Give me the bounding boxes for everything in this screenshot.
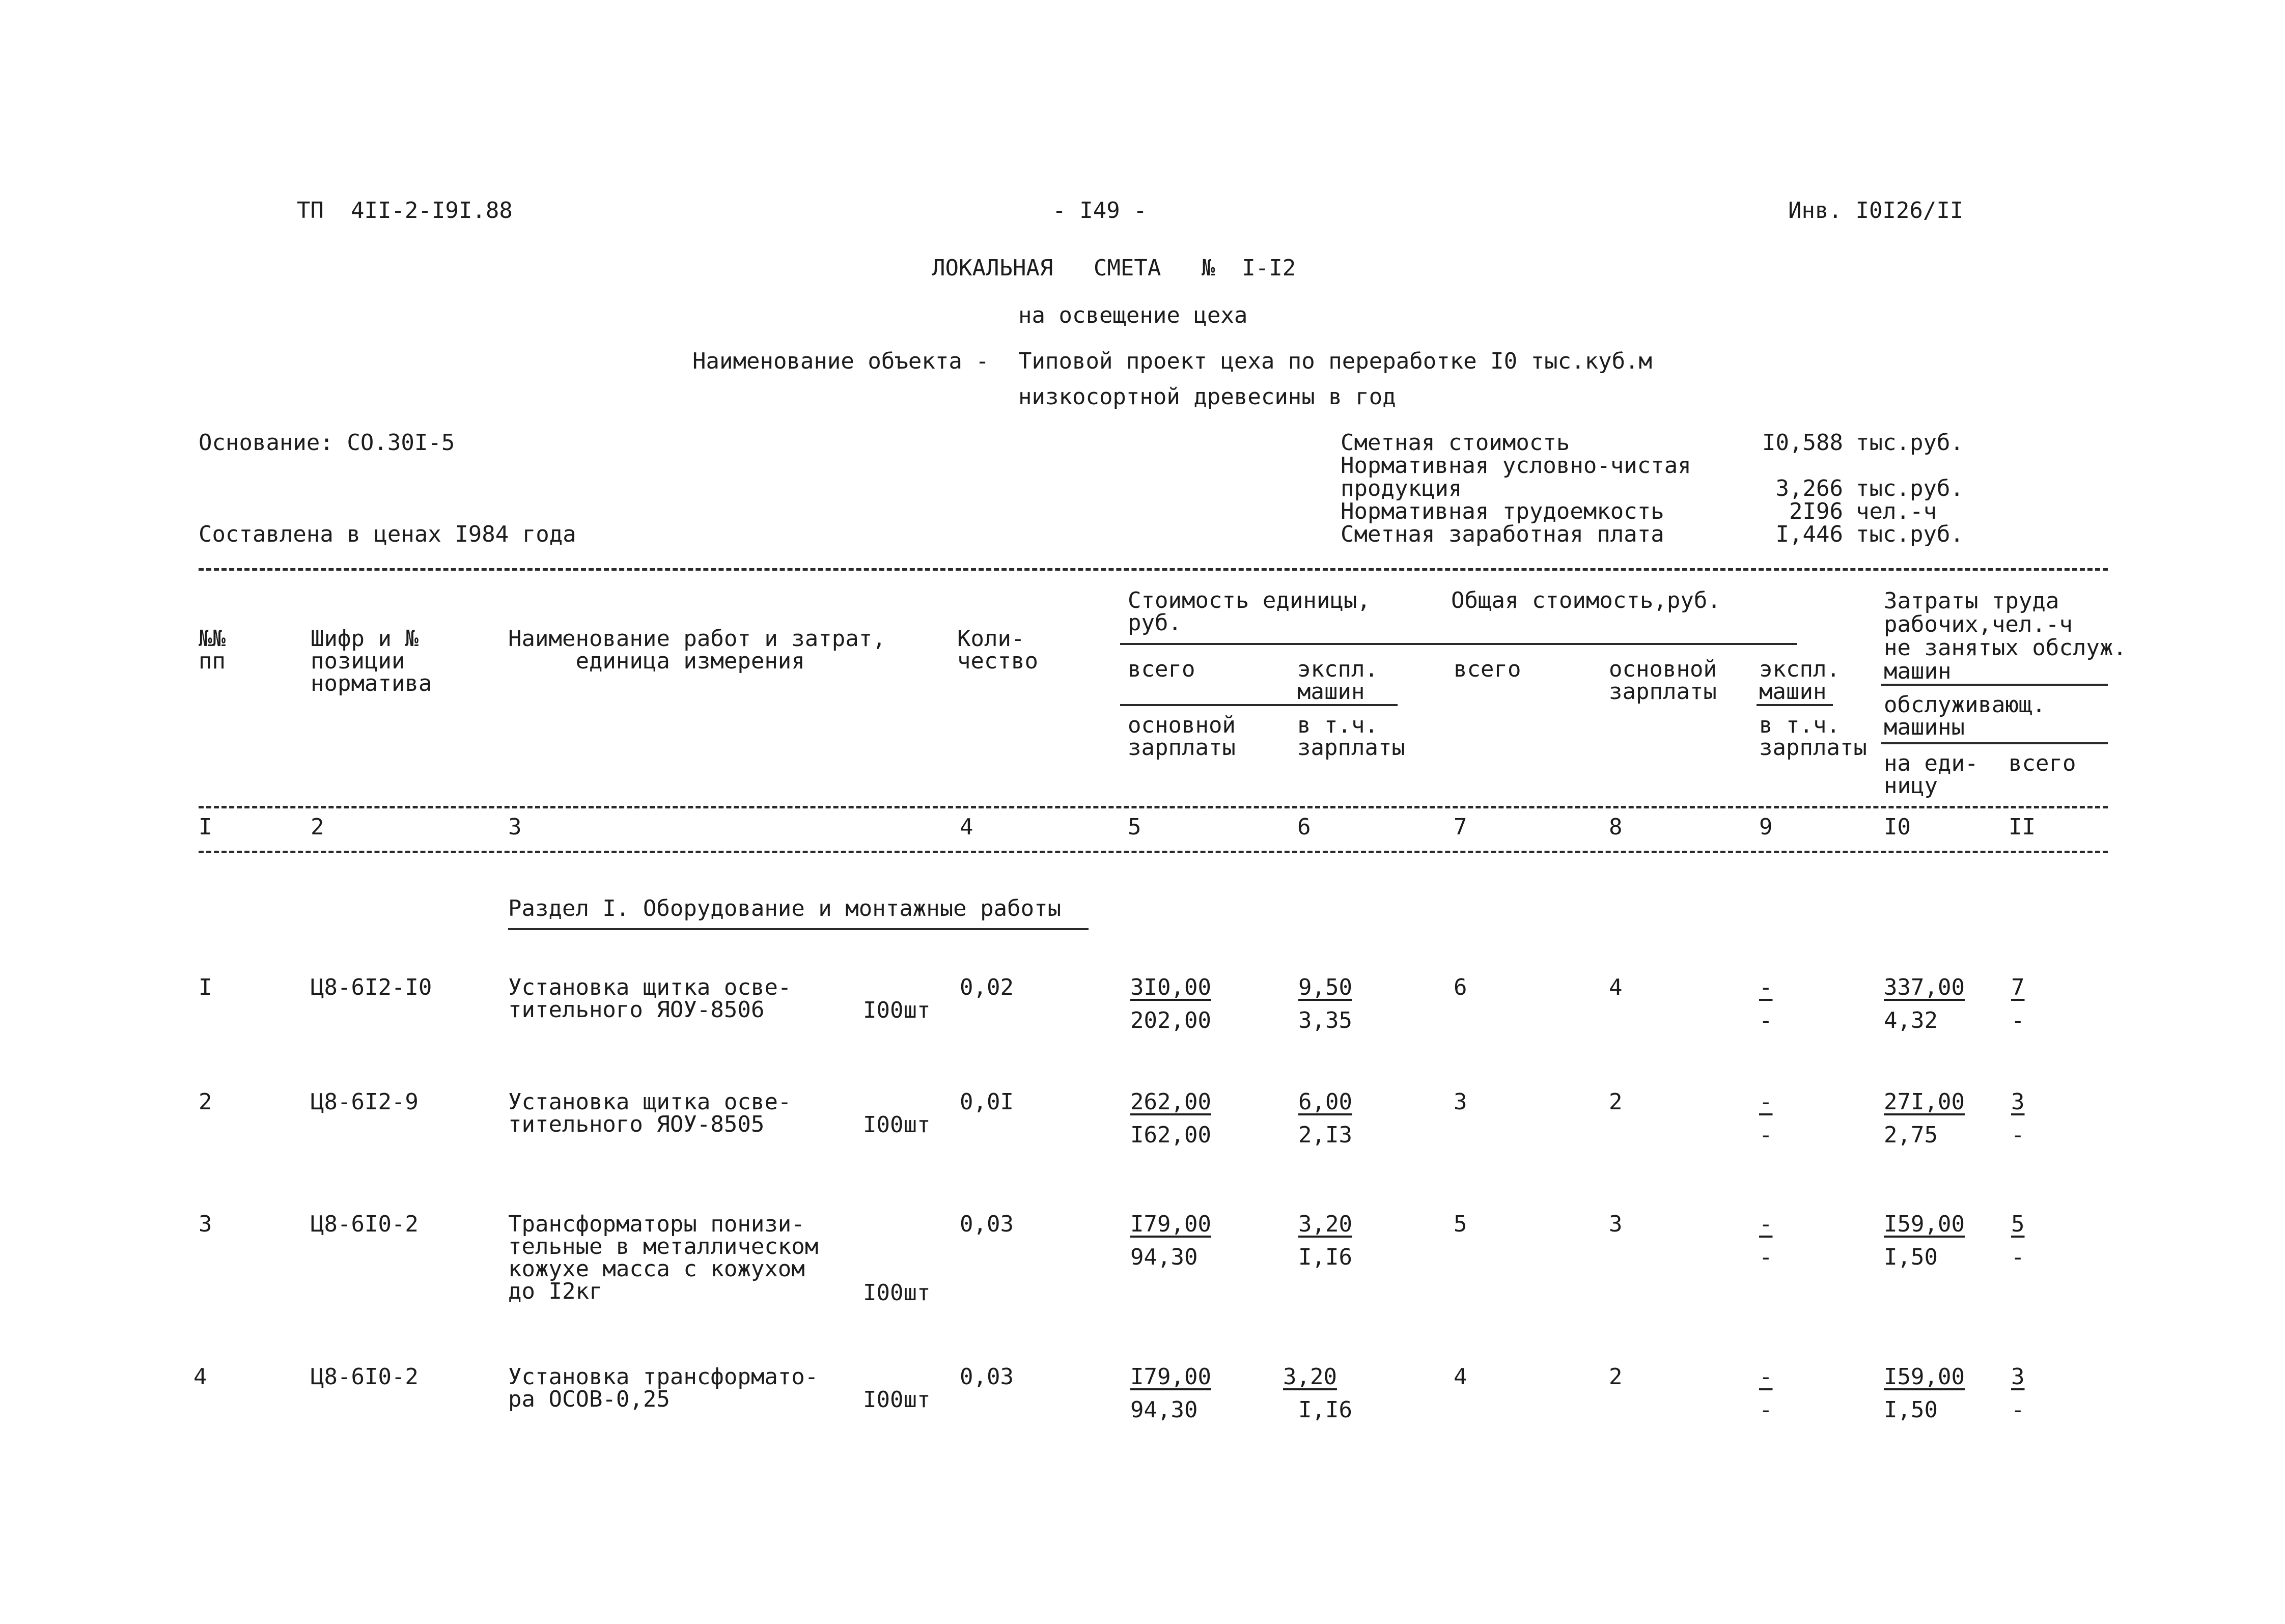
row-total-machines: - xyxy=(1759,1089,1773,1115)
row-labor-total: 7 xyxy=(2011,974,2025,1000)
col-header-unit-machines: экспл. машин xyxy=(1297,656,1378,705)
total-sub-rule xyxy=(1757,704,1833,706)
row-labor-unit: I59,00 xyxy=(1884,1211,1965,1237)
row-total: 5 xyxy=(1454,1211,1467,1237)
summary-value: 3,266 xyxy=(1775,475,1843,501)
row-unit: I00шт xyxy=(863,1280,931,1306)
row-total-machine-wage: - xyxy=(1759,1244,1773,1270)
unit-sub-rule xyxy=(1120,704,1398,706)
estimate-subtitle: на освещение цеха xyxy=(1018,302,1248,328)
row-quantity: 0,03 xyxy=(960,1211,1014,1237)
row-number: 4 xyxy=(193,1364,207,1390)
row-unit-total: I79,00 xyxy=(1130,1211,1211,1237)
summary-label: Сметная стоимость xyxy=(1341,430,1570,456)
col-header-unit-machine-wage: в т.ч. зарплаты xyxy=(1297,712,1405,761)
row-quantity: 0,02 xyxy=(960,974,1014,1000)
row-labor-unit: I59,00 xyxy=(1884,1364,1965,1390)
column-number: 3 xyxy=(508,814,522,840)
object-name-line1: Типовой проект цеха по переработке I0 тыс.куб.м xyxy=(1018,348,1653,374)
col-header-quantity: Коли- чество xyxy=(957,626,1038,674)
row-labor-total-machines: - xyxy=(2011,1244,2025,1270)
row-total-machines: - xyxy=(1759,1364,1773,1390)
col-header-unit-cost: Стоимость единицы, руб. xyxy=(1128,587,1371,636)
row-unit-total: I79,00 xyxy=(1130,1364,1211,1390)
summary-value: I,446 xyxy=(1775,521,1843,547)
row-unit-machines: 3,20 xyxy=(1298,1211,1352,1237)
row-labor-unit-machines: I,50 xyxy=(1884,1244,1938,1270)
column-number: 9 xyxy=(1759,814,1773,840)
row-total: 4 xyxy=(1454,1364,1467,1390)
column-number: 8 xyxy=(1609,814,1623,840)
col-header-labor: Затраты труда рабочих,чел.-ч не занятых обслуж. машин xyxy=(1884,588,2127,684)
row-unit: I00шт xyxy=(863,1387,931,1413)
row-name: Установка трансформато- ра ОСОВ-0,25 xyxy=(508,1364,819,1412)
row-quantity: 0,0I xyxy=(960,1089,1014,1115)
col-header-labor-total: всего xyxy=(2009,750,2076,776)
labor-rule-1 xyxy=(1881,684,2108,686)
row-number: 2 xyxy=(199,1089,212,1115)
prices-year: Составлена в ценах I984 года xyxy=(199,521,576,547)
row-unit: I00шт xyxy=(863,1112,931,1138)
row-number: I xyxy=(199,974,212,1000)
column-number: I0 xyxy=(1884,814,1911,840)
row-unit-total: 262,00 xyxy=(1130,1089,1211,1115)
row-total-wage: 2 xyxy=(1609,1089,1623,1115)
summary-unit: тыс.руб. xyxy=(1856,521,1964,547)
summary-value: I0,588 xyxy=(1762,430,1843,456)
estimate-title: ЛОКАЛЬНАЯ СМЕТА № I-I2 xyxy=(932,255,1296,281)
cost-group-rule xyxy=(1120,643,1797,645)
row-labor-total: 3 xyxy=(2011,1364,2025,1390)
col-header-total-cost: Общая стоимость,руб. xyxy=(1451,587,1721,613)
row-unit-machine-wage: 3,35 xyxy=(1298,1007,1352,1033)
row-labor-unit-machines: 4,32 xyxy=(1884,1007,1938,1033)
section-title: Раздел I. Оборудование и монтажные работы xyxy=(508,895,1062,921)
row-total-machines: - xyxy=(1759,1211,1773,1237)
row-name: Установка щитка осве- тительного ЯОУ-8506 xyxy=(508,974,792,1023)
row-total-machine-wage: - xyxy=(1759,1397,1773,1423)
row-code: Ц8-6I0-2 xyxy=(311,1211,419,1237)
row-labor-total-machines: - xyxy=(2011,1122,2025,1148)
row-total-machine-wage: - xyxy=(1759,1007,1773,1033)
col-header-total-machines: экспл. машин xyxy=(1759,656,1840,705)
summary-value: 2I96 xyxy=(1789,498,1843,524)
row-total-machines: - xyxy=(1759,974,1773,1000)
row-unit-machines: 3,20 xyxy=(1283,1364,1337,1390)
col-header-total-machine-wage: в т.ч. зарплаты xyxy=(1759,712,1867,761)
summary-unit: тыс.руб. xyxy=(1856,430,1964,456)
row-name: Трансформаторы понизи- тельные в металлическом кожухе масса с кожухом до I2кг xyxy=(508,1211,819,1304)
row-quantity: 0,03 xyxy=(960,1364,1014,1390)
column-number: 6 xyxy=(1297,814,1311,840)
doc-code: ТП 4II-2-I9I.88 xyxy=(297,198,513,223)
row-unit-machine-wage: I,I6 xyxy=(1298,1397,1352,1423)
object-name-line2: низкосортной древесины в год xyxy=(1018,384,1396,410)
row-total-wage: 4 xyxy=(1609,974,1623,1000)
row-unit-machines: 9,50 xyxy=(1298,974,1352,1000)
col-header-labor-machines: обслуживающ. машины xyxy=(1884,692,2046,740)
column-number: 2 xyxy=(311,814,324,840)
column-number: I xyxy=(199,814,212,840)
row-unit-wage: 94,30 xyxy=(1130,1397,1198,1423)
col-header-number: №№ пп xyxy=(199,626,226,674)
row-number: 3 xyxy=(199,1211,212,1237)
col-header-code: Шифр и № позиции норматива xyxy=(311,626,432,696)
column-numbers-rule xyxy=(199,851,2108,853)
col-header-total-wage: основной зарплаты xyxy=(1609,656,1717,705)
labor-rule-2 xyxy=(1881,742,2108,744)
row-unit-machines: 6,00 xyxy=(1298,1089,1352,1115)
row-labor-total-machines: - xyxy=(2011,1397,2025,1423)
col-header-labor-unit: на еди- ницу xyxy=(1884,750,1979,799)
summary-label: продукция xyxy=(1341,475,1462,501)
row-labor-unit: 337,00 xyxy=(1884,974,1965,1000)
row-total-wage: 2 xyxy=(1609,1364,1623,1390)
row-name: Установка щитка осве- тительного ЯОУ-8505 xyxy=(508,1089,792,1137)
row-labor-unit-machines: I,50 xyxy=(1884,1397,1938,1423)
basis: Основание: СО.30I-5 xyxy=(199,430,455,456)
column-number: 5 xyxy=(1128,814,1141,840)
summary-unit: чел.-ч xyxy=(1856,498,1937,524)
summary-label: Нормативная условно-чистая xyxy=(1341,453,1691,479)
row-unit-wage: I62,00 xyxy=(1130,1122,1211,1148)
summary-unit: тыс.руб. xyxy=(1856,475,1964,501)
row-unit-wage: 202,00 xyxy=(1130,1007,1211,1033)
summary-label: Сметная заработная плата xyxy=(1341,521,1664,547)
col-header-name: Наименование работ и затрат, единица измерения xyxy=(508,626,886,674)
object-label: Наименование объекта - xyxy=(692,348,989,374)
row-code: Ц8-6I2-9 xyxy=(311,1089,419,1115)
inventory-number: Инв. I0I26/II xyxy=(1788,198,1964,223)
row-labor-total: 5 xyxy=(2011,1211,2025,1237)
row-total: 3 xyxy=(1454,1089,1467,1115)
col-header-unit-total: всего xyxy=(1128,656,1195,682)
col-header-unit-wage: основной зарплаты xyxy=(1128,712,1236,761)
row-unit-wage: 94,30 xyxy=(1130,1244,1198,1270)
section-title-underline xyxy=(508,928,1089,930)
col-header-total-total: всего xyxy=(1454,656,1521,682)
row-total: 6 xyxy=(1454,974,1467,1000)
row-labor-unit-machines: 2,75 xyxy=(1884,1122,1938,1148)
row-unit: I00шт xyxy=(863,997,931,1023)
row-code: Ц8-6I2-I0 xyxy=(311,974,432,1000)
row-total-machine-wage: - xyxy=(1759,1122,1773,1148)
row-labor-unit: 27I,00 xyxy=(1884,1089,1965,1115)
row-code: Ц8-6I0-2 xyxy=(311,1364,419,1390)
row-unit-total: 3I0,00 xyxy=(1130,974,1211,1000)
row-total-wage: 3 xyxy=(1609,1211,1623,1237)
column-number: 4 xyxy=(960,814,973,840)
summary-label: Нормативная трудоемкость xyxy=(1341,498,1664,524)
page-number: - I49 - xyxy=(1052,198,1147,223)
row-unit-machine-wage: 2,I3 xyxy=(1298,1122,1352,1148)
row-unit-machine-wage: I,I6 xyxy=(1298,1244,1352,1270)
table-top-rule xyxy=(199,568,2108,571)
row-labor-total: 3 xyxy=(2011,1089,2025,1115)
column-number: 7 xyxy=(1454,814,1467,840)
column-number: II xyxy=(2009,814,2036,840)
row-labor-total-machines: - xyxy=(2011,1007,2025,1033)
header-bottom-rule xyxy=(199,806,2108,808)
